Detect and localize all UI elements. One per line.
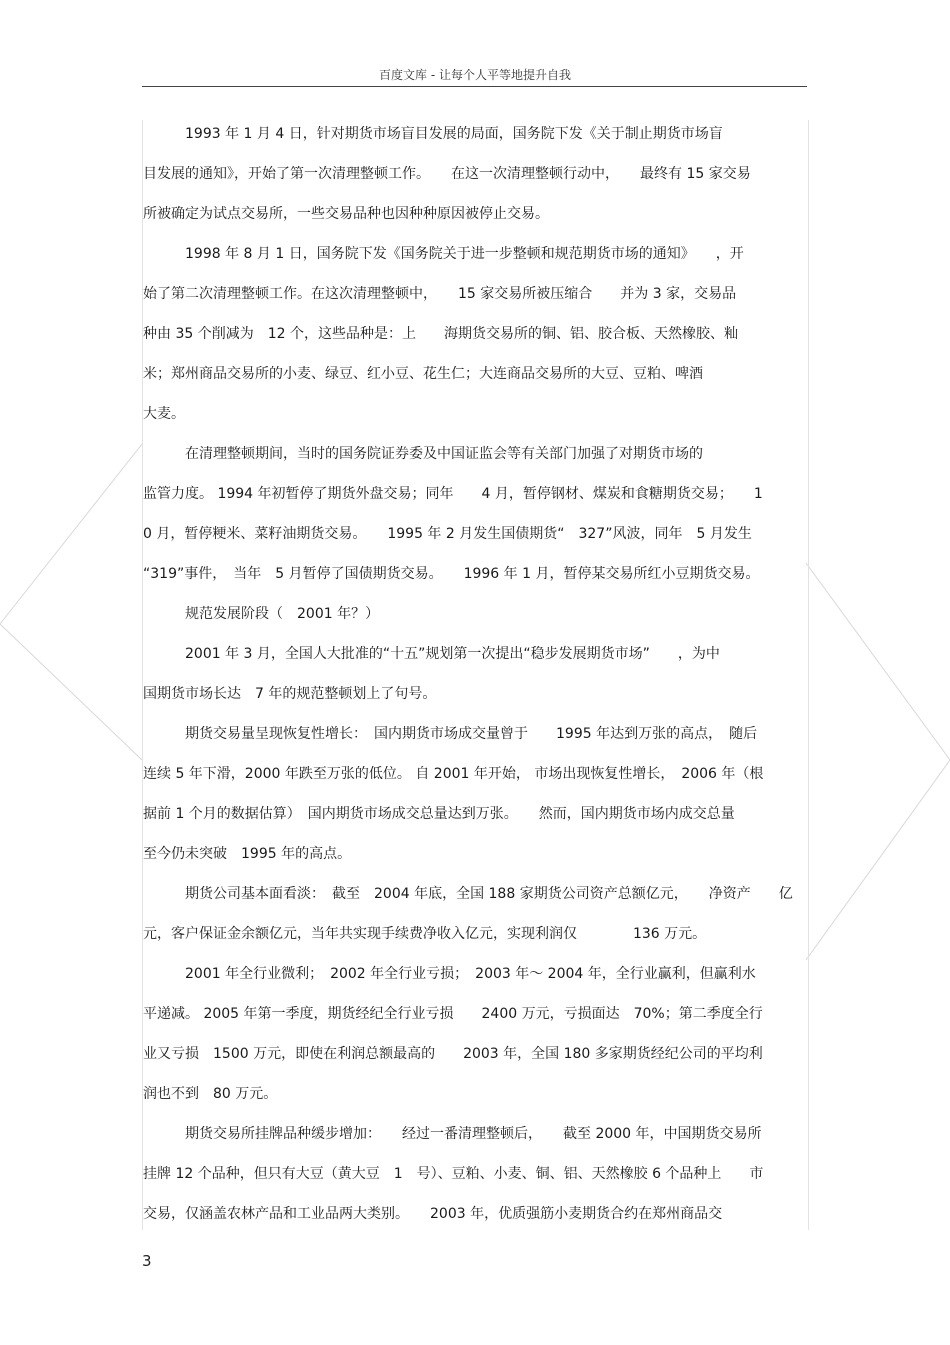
paragraph-line: 大麦。	[143, 406, 185, 422]
paragraph-line: 2001 年全行业微利； 2002 年全行业亏损； 2003 年～ 2004 年，全行业赢利，但赢利水	[185, 966, 756, 982]
paragraph-line: 1993 年 1 月 4 日，针对期货市场盲目发展的局面，国务院下发《关于制止期货市场盲	[185, 126, 723, 142]
paragraph-line: 平递减。 2005 年第一季度，期货经纪全行业亏损 2400 万元，亏损面达 70%；第二季度全行	[143, 1006, 763, 1022]
paragraph-line: 润也不到 80 万元。	[143, 1086, 278, 1102]
paragraph-line: 国期货市场长达 7 年的规范整顿划上了句号。	[143, 686, 437, 702]
paragraph-line: 元，客户保证金余额亿元，当年共实现手续费净收入亿元，实现利润仅 136 万元。	[143, 926, 707, 942]
paragraph-line: 2001 年 3 月，全国人大批准的“十五”规划第一次提出“稳步发展期货市场” ，为中	[185, 646, 720, 662]
paragraph-line: 目发展的通知》，开始了第一次清理整顿工作。 在这一次清理整顿行动中， 最终有 15 家交易	[143, 166, 751, 182]
paragraph-line: 至今仍未突破 1995 年的高点。	[143, 846, 352, 862]
paragraph-line: 在清理整顿期间，当时的国务院证券委及中国证监会等有关部门加强了对期货市场的	[185, 446, 703, 462]
paragraph-line: 0 月，暂停粳米、菜籽油期货交易。 1995 年 2 月发生国债期货“ 327”风波，同年 5 月发生	[143, 526, 752, 542]
paragraph-line: 期货交易量呈现恢复性增长： 国内期货市场成交量曾于 1995 年达到万张的高点， 随后	[185, 726, 758, 742]
page-number: 3	[142, 1252, 152, 1270]
paragraph-line: 交易，仅涵盖农林产品和工业品两大类别。 2003 年，优质强筋小麦期货合约在郑州商品交	[143, 1206, 723, 1222]
paragraph-line: 挂牌 12 个品种，但只有大豆（黄大豆 1 号）、豆粕、小麦、铜、铝、天然橡胶 6 个品种上 市	[143, 1166, 764, 1182]
paragraph-line: 据前 1 个月的数据估算） 国内期货市场成交总量达到万张。 然而，国内期货市场内成交总量	[143, 806, 735, 822]
paragraph-line: 始了第二次清理整顿工作。在这次清理整顿中， 15 家交易所被压缩合 并为 3 家，交易品	[143, 286, 737, 302]
paragraph-line: 1998 年 8 月 1 日，国务院下发《国务院关于进一步整顿和规范期货市场的通知》 ，开	[185, 246, 744, 262]
section-heading: 规范发展阶段（ 2001 年？）	[185, 606, 380, 622]
paragraph-line: 所被确定为试点交易所，一些交易品种也因种种原因被停止交易。	[143, 206, 549, 222]
header-divider	[142, 86, 807, 87]
paragraph-line: 期货交易所挂牌品种缓步增加： 经过一番清理整顿后， 截至 2000 年，中国期货交易所	[185, 1126, 762, 1142]
paragraph-line: 监管力度。 1994 年初暂停了期货外盘交易；同年 4 月，暂停钢材、煤炭和食糖期货交易； 1	[143, 486, 763, 502]
paragraph-line: 期货公司基本面看淡： 截至 2004 年底，全国 188 家期货公司资产总额亿元， 净资产 亿	[185, 886, 793, 902]
paragraph-line: 米；郑州商品交易所的小麦、绿豆、红小豆、花生仁；大连商品交易所的大豆、豆粕、啤酒	[143, 366, 703, 382]
paragraph-line: 业又亏损 1500 万元，即使在利润总额最高的 2003 年，全国 180 多家期货经纪公司的平均利	[143, 1046, 763, 1062]
page-header: 百度文库 - 让每个人平等地提升自我	[379, 68, 571, 82]
paragraph-line: “319”事件， 当年 5 月暂停了国债期货交易。 1996 年 1 月，暂停某交易所红小豆期货交易。	[143, 566, 760, 582]
paragraph-line: 连续 5 年下滑，2000 年跌至万张的低位。 自 2001 年开始， 市场出现恢复性增长， 2006 年（根	[143, 766, 764, 782]
paragraph-line: 种由 35 个削减为 12 个，这些品种是：上 海期货交易所的铜、铝、胶合板、天然橡胶、籼	[143, 326, 738, 342]
